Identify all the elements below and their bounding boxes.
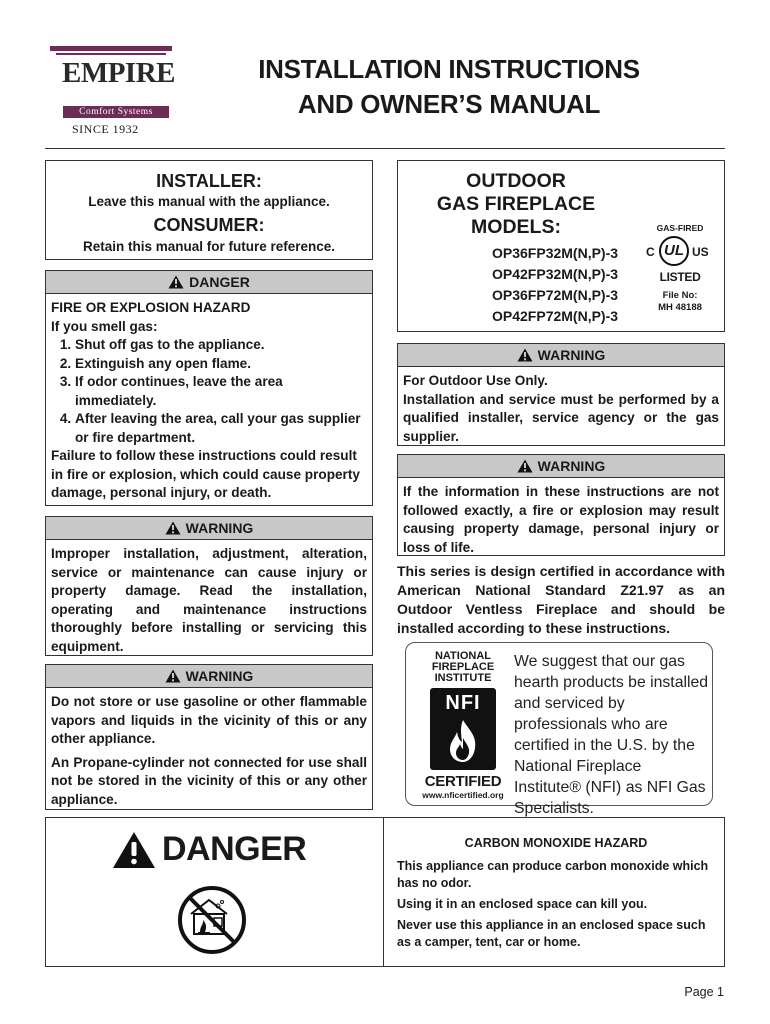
warning-instructions-text: If the information in these instructions are not followed exactly, a fire or explosion may result causing property damage, personal injury or loss of life. <box>403 484 719 555</box>
installer-heading: INSTALLER: <box>156 171 262 191</box>
warning-outdoor-box <box>397 343 725 446</box>
model-item: OP42FP72M(N,P)-3 <box>492 308 619 324</box>
danger-gas-box <box>45 270 373 506</box>
empire-logo <box>50 46 180 138</box>
danger-gas-footer: Failure to follow these instructions could result in fire or explosion, which could cause property damage, personal injury, or death. <box>51 448 360 500</box>
installer-text: Leave this manual with the appliance. <box>88 194 330 209</box>
warning-install-text: Improper installation, adjustment, alteration, service or maintenance can cause injury or property damage. Read the installation, operating and maintenance instructions thoroughly before installing or servicing this equipment. <box>51 546 367 654</box>
logo-tagline: Comfort Systems <box>63 106 169 118</box>
warning-outdoor-line-1: For Outdoor Use Only. <box>403 373 548 388</box>
warning-triangle-icon <box>112 831 156 869</box>
nfi-logo <box>416 651 510 800</box>
warning-header-label: WARNING <box>537 458 606 474</box>
file-label: File No: <box>662 290 698 301</box>
nfi-text: We suggest that our gas hearth products be installed and serviced by professionals who are certified in the U.S. by the National Fireplace Institute® (NFI) as NFI Gas Specialists. <box>514 653 709 817</box>
nfi-logo-mark: NFI <box>445 692 481 714</box>
danger-header-label: DANGER <box>189 274 250 290</box>
warning-gasoline-text-1: Do not store or use gasoline or other flammable vapors and liquids in the vicinity of this or any other appliance. <box>51 694 367 746</box>
model-list <box>492 243 618 327</box>
warning-header <box>46 517 372 540</box>
nfi-logo-line-1: NATIONAL <box>434 650 491 662</box>
co-paragraph-2: Using it in an enclosed space can kill you. <box>397 897 648 911</box>
nfi-url: www.nficertified.org <box>422 790 504 800</box>
ul-us: US <box>692 245 709 259</box>
nfi-logo-line-3: INSTITUTE <box>434 672 492 684</box>
warning-outdoor-line-2: Installation and service must be performed by a qualified installer, service agency or the gas supplier. <box>403 391 719 444</box>
page-number: Page 1 <box>684 985 724 999</box>
logo-bar-top <box>50 46 172 51</box>
consumer-text: Retain this manual for future reference. <box>82 239 336 254</box>
co-danger-header <box>112 830 306 869</box>
warning-header-label: WARNING <box>537 347 606 363</box>
co-paragraph-3: Never use this appliance in an enclosed space such as a camper, tent, car or home. <box>397 918 706 949</box>
no-enclosed-space-icon <box>176 884 248 956</box>
warning-triangle-icon <box>168 275 184 289</box>
models-title-2: GAS FIREPLACE <box>436 193 596 215</box>
danger-gas-intro: If you smell gas: <box>51 318 158 334</box>
model-item: OP36FP72M(N,P)-3 <box>492 287 619 303</box>
warning-header-label: WARNING <box>185 520 254 536</box>
ul-certification-mark <box>640 223 720 323</box>
warning-triangle-icon <box>165 669 181 683</box>
co-danger-box <box>45 817 725 967</box>
nfi-flame-icon <box>430 688 496 770</box>
ul-text: UL <box>664 242 684 259</box>
warning-install-box <box>45 516 373 656</box>
step-item: 1. Shut off gas to the appliance. <box>75 336 367 355</box>
warning-gasoline-text-2: An Propane-cylinder not connected for use shall not be stored in the vicinity of this or any other appliance. <box>51 754 367 807</box>
nfi-logo-line-2: FIREPLACE <box>431 661 495 673</box>
warning-instructions-box <box>397 454 725 556</box>
page-title <box>180 52 718 122</box>
co-heading: CARBON MONOXIDE HAZARD <box>464 836 648 850</box>
co-divider <box>383 818 384 966</box>
ul-c: C <box>646 245 655 259</box>
warning-header <box>46 665 372 688</box>
models-title-3: MODELS: <box>471 216 561 238</box>
header-divider <box>45 148 725 149</box>
danger-header <box>46 271 372 294</box>
warning-header <box>398 455 724 478</box>
nfi-certified-box <box>405 642 713 817</box>
co-danger-label: DANGER <box>162 830 307 868</box>
ul-circle-icon <box>659 236 689 266</box>
warning-triangle-icon <box>517 459 533 473</box>
nfi-certified-label: CERTIFIED <box>424 773 502 790</box>
warning-gasoline-box <box>45 664 373 810</box>
warning-triangle-icon <box>165 521 181 535</box>
title-line-2: AND OWNER’S MANUAL <box>297 89 601 119</box>
logo-brand: EMPIRE <box>62 57 175 89</box>
model-item: OP36FP32M(N,P)-3 <box>492 245 619 261</box>
gas-fired-label: GAS-FIRED <box>656 223 704 233</box>
models-box <box>397 160 725 332</box>
models-title-1: OUTDOOR <box>466 170 566 192</box>
danger-gas-title: FIRE OR EXPLOSION HAZARD <box>51 300 251 315</box>
co-paragraph-1: This appliance can produce carbon monoxide which has no odor. <box>397 859 709 890</box>
file-number: MH 48188 <box>658 302 702 313</box>
listed-label: LISTED <box>659 270 701 284</box>
warning-triangle-icon <box>517 348 533 362</box>
co-text-block <box>397 836 715 955</box>
consumer-heading: CONSUMER: <box>153 215 265 235</box>
danger-gas-steps <box>51 336 367 447</box>
model-item: OP42FP32M(N,P)-3 <box>492 266 619 282</box>
step-item: 2. Extinguish any open flame. <box>75 355 367 374</box>
title-line-1: INSTALLATION INSTRUCTIONS <box>258 54 640 84</box>
step-item: 3. If odor continues, leave the area immediately. <box>75 373 367 410</box>
warning-header <box>398 344 724 367</box>
logo-since: SINCE 1932 <box>72 122 139 136</box>
models-title <box>398 170 634 239</box>
certification-text: This series is design certified in accordance with American National Standard Z21.97 as an Outdoor Ventless Fireplace and should be installed according to these instructions. <box>397 563 725 636</box>
installer-box <box>45 160 373 260</box>
step-item: 4. After leaving the area, call your gas supplier or fire department. <box>75 410 367 447</box>
logo-bar-thin <box>56 53 166 55</box>
warning-header-label: WARNING <box>185 668 254 684</box>
